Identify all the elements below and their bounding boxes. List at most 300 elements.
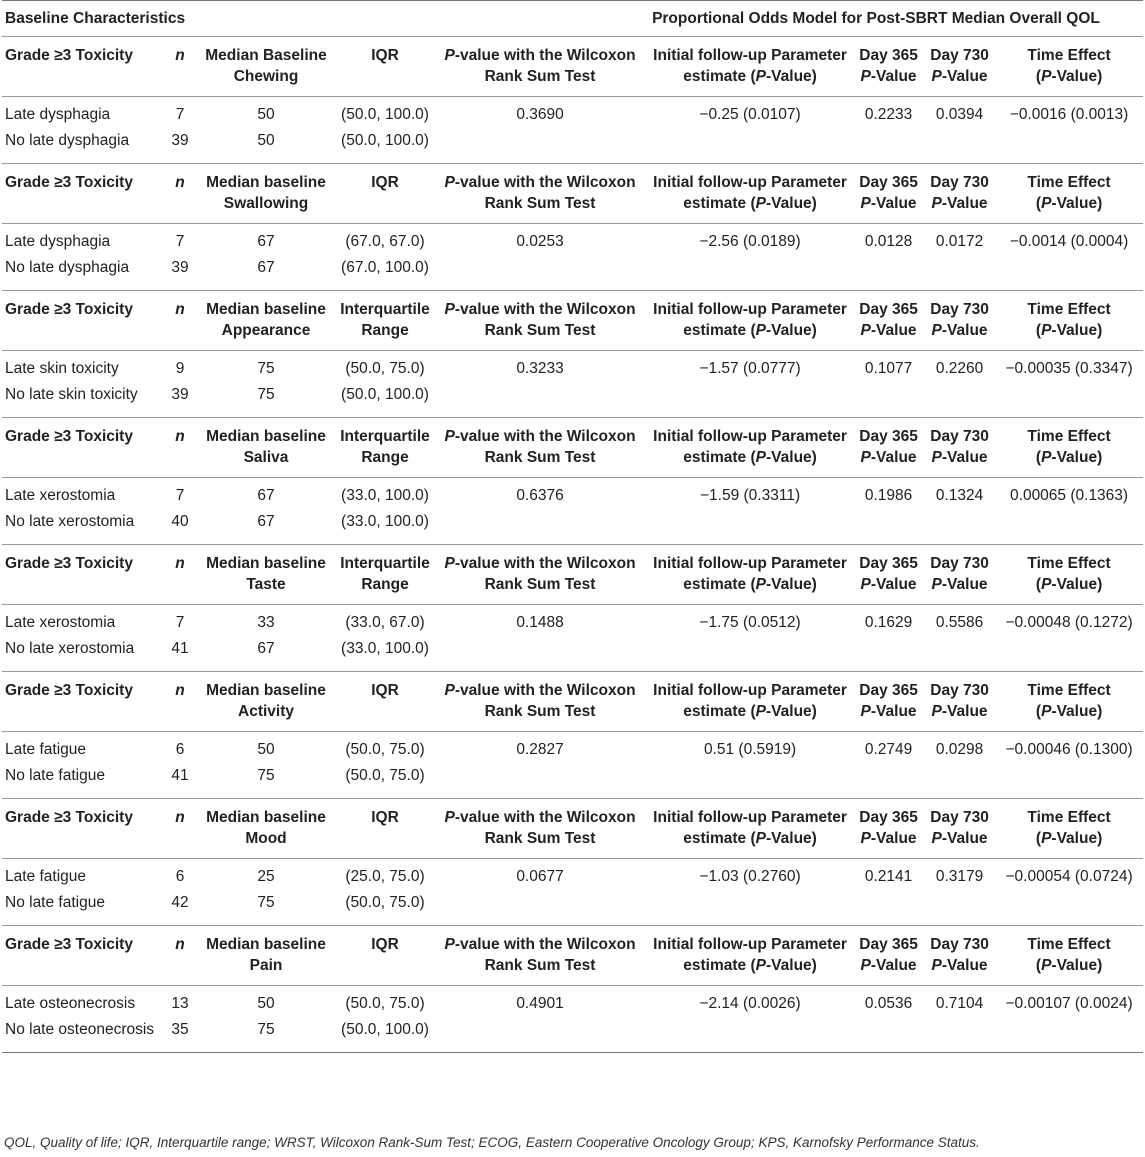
median-header-line1: Median baseline bbox=[206, 174, 326, 191]
wilcoxon-header bbox=[433, 545, 647, 605]
wilcoxon-header bbox=[433, 799, 647, 859]
wilcoxon-pvalue-cell bbox=[433, 762, 647, 799]
day730-header-line1: Day 730 bbox=[930, 47, 989, 64]
day730-pvalue-cell: 0.3179 bbox=[935, 867, 984, 885]
table-row bbox=[2, 97, 1143, 128]
day365-header bbox=[853, 418, 924, 478]
n-header-line1: n bbox=[175, 47, 185, 64]
day730-header-line2: P-Value bbox=[931, 576, 988, 593]
table-row bbox=[2, 254, 1143, 291]
initial-followup-header bbox=[647, 418, 853, 478]
time-effect-header-line2: (P-Value) bbox=[1035, 195, 1103, 212]
initial-estimate-cell: −2.14 (0.0026) bbox=[699, 994, 801, 1012]
wilcoxon-pvalue-cell bbox=[433, 1016, 647, 1053]
median-cell: 75 bbox=[257, 385, 275, 403]
n-header bbox=[165, 672, 195, 732]
median-cell: 50 bbox=[257, 994, 275, 1012]
day365-pvalue-cell: 0.0536 bbox=[864, 994, 913, 1012]
initial-estimate-cell bbox=[647, 127, 853, 164]
initial-followup-header-line1: Initial follow-up Parameter bbox=[653, 428, 847, 445]
iqr-header bbox=[337, 418, 433, 478]
wilcoxon-header-line1: P-value with the Wilcoxon bbox=[444, 936, 636, 953]
day365-pvalue-cell: 0.1077 bbox=[864, 359, 913, 377]
toxicity-header bbox=[2, 799, 165, 859]
iqr-header bbox=[337, 164, 433, 224]
n-cell: 42 bbox=[171, 893, 189, 911]
time-effect-header-line1: Time Effect bbox=[1027, 174, 1111, 191]
wilcoxon-pvalue-cell: 0.0677 bbox=[516, 867, 564, 885]
table-row bbox=[2, 224, 1143, 255]
initial-followup-header-line1: Initial follow-up Parameter bbox=[653, 809, 847, 826]
bottom-rule-cell bbox=[2, 1053, 1143, 1054]
toxicity-header-line1: Grade ≥3 Toxicity bbox=[5, 555, 133, 572]
time-effect-cell bbox=[995, 635, 1143, 672]
time-effect-header-line1: Time Effect bbox=[1027, 809, 1111, 826]
median-cell: 67 bbox=[257, 512, 275, 530]
median-cell: 67 bbox=[257, 232, 275, 250]
day730-pvalue-cell bbox=[924, 381, 995, 418]
toxicity-cell: No late osteonecrosis bbox=[5, 1020, 155, 1038]
toxicity-cell: Late xerostomia bbox=[5, 613, 116, 631]
iqr-cell: (33.0, 100.0) bbox=[341, 486, 429, 504]
day730-header-line2: P-Value bbox=[931, 449, 988, 466]
day365-pvalue-cell bbox=[853, 127, 924, 164]
day365-header-line1: Day 365 bbox=[859, 936, 918, 953]
day730-header-line2: P-Value bbox=[931, 68, 988, 85]
iqr-cell: (50.0, 100.0) bbox=[341, 1020, 429, 1038]
toxicity-cell: No late xerostomia bbox=[5, 512, 135, 530]
toxicity-header-line1: Grade ≥3 Toxicity bbox=[5, 809, 133, 826]
iqr-header-line1: IQR bbox=[371, 936, 399, 953]
day730-header-line2: P-Value bbox=[931, 703, 988, 720]
day730-pvalue-cell: 0.1324 bbox=[935, 486, 984, 504]
table-row bbox=[2, 127, 1143, 164]
initial-followup-header-line1: Initial follow-up Parameter bbox=[653, 555, 847, 572]
time-effect-header-line2: (P-Value) bbox=[1035, 576, 1103, 593]
median-cell: 25 bbox=[257, 867, 275, 885]
day730-pvalue-cell bbox=[924, 889, 995, 926]
median-header-line2: Taste bbox=[246, 576, 286, 593]
time-effect-header bbox=[995, 164, 1143, 224]
iqr-header bbox=[337, 926, 433, 986]
table-top-header bbox=[2, 1, 1143, 37]
wilcoxon-pvalue-cell bbox=[433, 889, 647, 926]
n-header-line1: n bbox=[175, 301, 185, 318]
time-effect-header bbox=[995, 672, 1143, 732]
wilcoxon-header-line2: Rank Sum Test bbox=[484, 576, 596, 593]
day365-header-line2: P-Value bbox=[860, 703, 917, 720]
time-effect-header-line2: (P-Value) bbox=[1035, 957, 1103, 974]
time-effect-cell bbox=[995, 127, 1143, 164]
time-effect-cell bbox=[995, 762, 1143, 799]
day365-header-line1: Day 365 bbox=[859, 682, 918, 699]
day730-header bbox=[924, 164, 995, 224]
toxicity-cell: No late skin toxicity bbox=[5, 385, 138, 403]
day365-header-line2: P-Value bbox=[860, 195, 917, 212]
initial-followup-header-line1: Initial follow-up Parameter bbox=[653, 301, 847, 318]
day730-header-line1: Day 730 bbox=[930, 174, 989, 191]
iqr-header-line1: Interquartile bbox=[340, 428, 430, 445]
n-cell: 39 bbox=[171, 131, 189, 149]
day365-header-line2: P-Value bbox=[860, 576, 917, 593]
time-effect-header bbox=[995, 37, 1143, 97]
initial-followup-header-line1: Initial follow-up Parameter bbox=[653, 47, 847, 64]
time-effect-header-line1: Time Effect bbox=[1027, 47, 1111, 64]
n-cell: 7 bbox=[175, 613, 185, 631]
table-row bbox=[2, 986, 1143, 1017]
day730-pvalue-cell bbox=[924, 127, 995, 164]
n-cell: 7 bbox=[175, 232, 185, 250]
day365-header-line2: P-Value bbox=[860, 830, 917, 847]
initial-estimate-cell: −2.56 (0.0189) bbox=[699, 232, 801, 250]
n-cell: 13 bbox=[171, 994, 189, 1012]
day365-header-line1: Day 365 bbox=[859, 301, 918, 318]
n-cell: 41 bbox=[171, 766, 189, 784]
iqr-header bbox=[337, 545, 433, 605]
iqr-header bbox=[337, 291, 433, 351]
median-header-line1: Median Baseline bbox=[205, 47, 327, 64]
iqr-header bbox=[337, 672, 433, 732]
day730-pvalue-cell: 0.0172 bbox=[935, 232, 984, 250]
iqr-cell: (50.0, 75.0) bbox=[345, 893, 425, 911]
n-header bbox=[165, 164, 195, 224]
iqr-cell: (25.0, 75.0) bbox=[345, 867, 425, 885]
time-effect-header bbox=[995, 291, 1143, 351]
median-header-line2: Appearance bbox=[221, 322, 311, 339]
wilcoxon-header-line2: Rank Sum Test bbox=[484, 195, 596, 212]
time-effect-header-line2: (P-Value) bbox=[1035, 68, 1103, 85]
median-cell: 67 bbox=[257, 486, 275, 504]
median-cell: 75 bbox=[257, 893, 275, 911]
iqr-header-line2: Range bbox=[361, 576, 409, 593]
median-header-line2: Activity bbox=[238, 703, 294, 720]
day730-pvalue-cell: 0.7104 bbox=[935, 994, 984, 1012]
median-header-line1: Median baseline bbox=[206, 936, 326, 953]
wilcoxon-header-line2: Rank Sum Test bbox=[484, 703, 596, 720]
section-header bbox=[2, 672, 1143, 732]
iqr-header-line1: IQR bbox=[371, 47, 399, 64]
day365-pvalue-cell bbox=[853, 508, 924, 545]
table-row bbox=[2, 732, 1143, 763]
median-cell: 67 bbox=[257, 258, 275, 276]
toxicity-header-line1: Grade ≥3 Toxicity bbox=[5, 936, 133, 953]
day730-header-line1: Day 730 bbox=[930, 428, 989, 445]
median-header-line1: Median baseline bbox=[206, 428, 326, 445]
initial-followup-header bbox=[647, 545, 853, 605]
day730-pvalue-cell bbox=[924, 508, 995, 545]
time-effect-header-line1: Time Effect bbox=[1027, 428, 1111, 445]
iqr-header-line1: Interquartile bbox=[340, 301, 430, 318]
day730-header bbox=[924, 418, 995, 478]
median-cell: 50 bbox=[257, 105, 275, 123]
toxicity-cell: No late dysphagia bbox=[5, 258, 130, 276]
toxicity-header bbox=[2, 291, 165, 351]
n-cell: 35 bbox=[171, 1020, 189, 1038]
iqr-cell: (50.0, 100.0) bbox=[341, 131, 429, 149]
baseline-characteristics-heading: Baseline Characteristics bbox=[2, 1, 647, 37]
day365-pvalue-cell: 0.2233 bbox=[864, 105, 913, 123]
median-cell: 75 bbox=[257, 1020, 275, 1038]
wilcoxon-header-line2: Rank Sum Test bbox=[484, 322, 596, 339]
day365-pvalue-cell bbox=[853, 381, 924, 418]
wilcoxon-header bbox=[433, 291, 647, 351]
median-header bbox=[195, 291, 337, 351]
time-effect-cell: −0.00054 (0.0724) bbox=[1005, 867, 1133, 885]
day730-header-line2: P-Value bbox=[931, 195, 988, 212]
iqr-header-line1: Interquartile bbox=[340, 555, 430, 572]
day730-pvalue-cell: 0.0394 bbox=[935, 105, 984, 123]
wilcoxon-pvalue-cell bbox=[433, 635, 647, 672]
day730-pvalue-cell: 0.0298 bbox=[935, 740, 984, 758]
time-effect-cell: −0.00107 (0.0024) bbox=[1005, 994, 1133, 1012]
initial-followup-header-line2: estimate (P-Value) bbox=[683, 68, 817, 85]
median-header-line1: Median baseline bbox=[206, 301, 326, 318]
day730-header bbox=[924, 545, 995, 605]
section-header bbox=[2, 164, 1143, 224]
toxicity-header-line1: Grade ≥3 Toxicity bbox=[5, 174, 133, 191]
day730-pvalue-cell bbox=[924, 1016, 995, 1053]
wilcoxon-header-line1: P-value with the Wilcoxon bbox=[444, 555, 636, 572]
toxicity-header-line1: Grade ≥3 Toxicity bbox=[5, 301, 133, 318]
initial-estimate-cell bbox=[647, 889, 853, 926]
time-effect-cell: −0.00046 (0.1300) bbox=[1005, 740, 1133, 758]
initial-followup-header-line1: Initial follow-up Parameter bbox=[653, 174, 847, 191]
initial-followup-header bbox=[647, 672, 853, 732]
initial-followup-header-line2: estimate (P-Value) bbox=[683, 322, 817, 339]
wilcoxon-header-line2: Rank Sum Test bbox=[484, 830, 596, 847]
day730-pvalue-cell bbox=[924, 635, 995, 672]
day730-header-line1: Day 730 bbox=[930, 301, 989, 318]
initial-estimate-cell: 0.51 (0.5919) bbox=[703, 740, 797, 758]
n-header-line1: n bbox=[175, 809, 185, 826]
initial-followup-header bbox=[647, 291, 853, 351]
initial-estimate-cell: −1.57 (0.0777) bbox=[699, 359, 801, 377]
median-header-line2: Chewing bbox=[233, 68, 299, 85]
time-effect-header bbox=[995, 418, 1143, 478]
time-effect-header-line2: (P-Value) bbox=[1035, 322, 1103, 339]
initial-estimate-cell bbox=[647, 635, 853, 672]
table-row bbox=[2, 381, 1143, 418]
median-header-line2: Pain bbox=[249, 957, 283, 974]
toxicity-header-line1: Grade ≥3 Toxicity bbox=[5, 682, 133, 699]
day365-header-line2: P-Value bbox=[860, 957, 917, 974]
wilcoxon-pvalue-cell bbox=[433, 508, 647, 545]
time-effect-header-line1: Time Effect bbox=[1027, 936, 1111, 953]
day730-header bbox=[924, 799, 995, 859]
day365-header-line2: P-Value bbox=[860, 68, 917, 85]
toxicity-cell: No late fatigue bbox=[5, 766, 105, 784]
section-header bbox=[2, 926, 1143, 986]
wilcoxon-pvalue-cell: 0.2827 bbox=[516, 740, 564, 758]
time-effect-cell: −0.0014 (0.0004) bbox=[1009, 232, 1129, 250]
initial-estimate-cell: −1.75 (0.0512) bbox=[699, 613, 801, 631]
n-cell: 9 bbox=[175, 359, 185, 377]
section-header bbox=[2, 291, 1143, 351]
time-effect-cell: −0.0016 (0.0013) bbox=[1009, 105, 1129, 123]
toxicity-cell: Late dysphagia bbox=[5, 232, 111, 250]
day365-header bbox=[853, 545, 924, 605]
toxicity-cell: No late fatigue bbox=[5, 893, 105, 911]
initial-followup-header bbox=[647, 799, 853, 859]
n-header bbox=[165, 37, 195, 97]
time-effect-header-line1: Time Effect bbox=[1027, 682, 1111, 699]
n-header-line1: n bbox=[175, 682, 185, 699]
iqr-header-line1: IQR bbox=[371, 174, 399, 191]
initial-followup-header bbox=[647, 164, 853, 224]
n-header bbox=[165, 291, 195, 351]
day365-pvalue-cell: 0.1986 bbox=[864, 486, 913, 504]
iqr-cell: (50.0, 100.0) bbox=[341, 105, 429, 123]
day365-pvalue-cell bbox=[853, 635, 924, 672]
table-row bbox=[2, 889, 1143, 926]
day365-pvalue-cell bbox=[853, 1016, 924, 1053]
day730-header-line2: P-Value bbox=[931, 957, 988, 974]
iqr-header-line1: IQR bbox=[371, 682, 399, 699]
n-cell: 39 bbox=[171, 258, 189, 276]
median-header bbox=[195, 672, 337, 732]
initial-estimate-cell bbox=[647, 381, 853, 418]
iqr-header-line1: IQR bbox=[371, 809, 399, 826]
wilcoxon-pvalue-cell: 0.6376 bbox=[516, 486, 564, 504]
median-cell: 75 bbox=[257, 766, 275, 784]
n-header-line1: n bbox=[175, 936, 185, 953]
wilcoxon-header-line1: P-value with the Wilcoxon bbox=[444, 428, 636, 445]
day730-pvalue-cell: 0.5586 bbox=[935, 613, 984, 631]
wilcoxon-pvalue-cell: 0.3233 bbox=[516, 359, 564, 377]
iqr-cell: (33.0, 100.0) bbox=[341, 639, 429, 657]
day730-header-line1: Day 730 bbox=[930, 555, 989, 572]
median-header bbox=[195, 37, 337, 97]
initial-estimate-cell bbox=[647, 508, 853, 545]
wilcoxon-header-line1: P-value with the Wilcoxon bbox=[444, 174, 636, 191]
n-cell: 6 bbox=[175, 740, 185, 758]
n-cell: 41 bbox=[171, 639, 189, 657]
time-effect-cell bbox=[995, 254, 1143, 291]
toxicity-cell: Late osteonecrosis bbox=[5, 994, 136, 1012]
day365-header bbox=[853, 672, 924, 732]
day365-header bbox=[853, 926, 924, 986]
time-effect-header-line1: Time Effect bbox=[1027, 555, 1111, 572]
wilcoxon-pvalue-cell: 0.0253 bbox=[516, 232, 564, 250]
n-cell: 7 bbox=[175, 486, 185, 504]
wilcoxon-pvalue-cell: 0.3690 bbox=[516, 105, 564, 123]
section-header bbox=[2, 545, 1143, 605]
table-row bbox=[2, 508, 1143, 545]
median-header bbox=[195, 926, 337, 986]
n-header bbox=[165, 799, 195, 859]
n-header-line1: n bbox=[175, 174, 185, 191]
wilcoxon-pvalue-cell: 0.4901 bbox=[516, 994, 564, 1012]
time-effect-header-line1: Time Effect bbox=[1027, 301, 1111, 318]
wilcoxon-header-line1: P-value with the Wilcoxon bbox=[444, 47, 636, 64]
time-effect-cell bbox=[995, 889, 1143, 926]
toxicity-header bbox=[2, 418, 165, 478]
n-header bbox=[165, 545, 195, 605]
n-header bbox=[165, 926, 195, 986]
day365-header-line2: P-Value bbox=[860, 322, 917, 339]
median-cell: 67 bbox=[257, 639, 275, 657]
day365-header bbox=[853, 37, 924, 97]
iqr-cell: (50.0, 75.0) bbox=[345, 359, 425, 377]
section-header bbox=[2, 418, 1143, 478]
toxicity-cell: Late skin toxicity bbox=[5, 359, 119, 377]
table-row bbox=[2, 1016, 1143, 1053]
median-header-line1: Median baseline bbox=[206, 809, 326, 826]
iqr-cell: (50.0, 75.0) bbox=[345, 766, 425, 784]
toxicity-cell: Late fatigue bbox=[5, 740, 87, 758]
table-row bbox=[2, 635, 1143, 672]
n-header-line1: n bbox=[175, 555, 185, 572]
time-effect-header bbox=[995, 799, 1143, 859]
table-row bbox=[2, 762, 1143, 799]
toxicity-header bbox=[2, 37, 165, 97]
day730-header-line2: P-Value bbox=[931, 322, 988, 339]
median-header bbox=[195, 799, 337, 859]
n-cell: 39 bbox=[171, 385, 189, 403]
time-effect-cell bbox=[995, 508, 1143, 545]
iqr-header bbox=[337, 799, 433, 859]
iqr-cell: (67.0, 100.0) bbox=[341, 258, 429, 276]
day730-header-line2: P-Value bbox=[931, 830, 988, 847]
toxicity-header-line1: Grade ≥3 Toxicity bbox=[5, 47, 133, 64]
wilcoxon-header bbox=[433, 418, 647, 478]
initial-estimate-cell bbox=[647, 254, 853, 291]
time-effect-header bbox=[995, 545, 1143, 605]
iqr-cell: (67.0, 67.0) bbox=[345, 232, 425, 250]
day365-header-line2: P-Value bbox=[860, 449, 917, 466]
day365-pvalue-cell: 0.2141 bbox=[864, 867, 913, 885]
initial-followup-header-line2: estimate (P-Value) bbox=[683, 830, 817, 847]
day365-header-line1: Day 365 bbox=[859, 174, 918, 191]
wilcoxon-pvalue-cell: 0.1488 bbox=[516, 613, 564, 631]
wilcoxon-header-line1: P-value with the Wilcoxon bbox=[444, 682, 636, 699]
day730-header bbox=[924, 37, 995, 97]
initial-followup-header-line2: estimate (P-Value) bbox=[683, 195, 817, 212]
initial-estimate-cell bbox=[647, 1016, 853, 1053]
toxicity-header bbox=[2, 164, 165, 224]
wilcoxon-pvalue-cell bbox=[433, 254, 647, 291]
time-effect-header-line2: (P-Value) bbox=[1035, 830, 1103, 847]
median-header bbox=[195, 164, 337, 224]
initial-followup-header-line1: Initial follow-up Parameter bbox=[653, 936, 847, 953]
median-header-line1: Median baseline bbox=[206, 555, 326, 572]
median-cell: 50 bbox=[257, 131, 275, 149]
initial-estimate-cell: −0.25 (0.0107) bbox=[699, 105, 801, 123]
iqr-cell: (33.0, 67.0) bbox=[345, 613, 425, 631]
time-effect-cell bbox=[995, 1016, 1143, 1053]
toxicity-header bbox=[2, 672, 165, 732]
time-effect-cell: 0.00065 (0.1363) bbox=[1010, 486, 1129, 504]
median-header-line2: Swallowing bbox=[223, 195, 309, 212]
iqr-cell: (50.0, 100.0) bbox=[341, 385, 429, 403]
day730-pvalue-cell bbox=[924, 254, 995, 291]
day365-header-line1: Day 365 bbox=[859, 809, 918, 826]
time-effect-cell: −0.00048 (0.1272) bbox=[1005, 613, 1133, 631]
day730-header-line1: Day 730 bbox=[930, 936, 989, 953]
day730-header bbox=[924, 672, 995, 732]
time-effect-cell: −0.00035 (0.3347) bbox=[1005, 359, 1133, 377]
iqr-header-line2: Range bbox=[361, 322, 409, 339]
wilcoxon-header-line1: P-value with the Wilcoxon bbox=[444, 809, 636, 826]
initial-followup-header-line2: estimate (P-Value) bbox=[683, 703, 817, 720]
table-row bbox=[2, 351, 1143, 382]
qol-table bbox=[2, 0, 1143, 1053]
wilcoxon-pvalue-cell bbox=[433, 127, 647, 164]
day730-header-line1: Day 730 bbox=[930, 809, 989, 826]
n-cell: 40 bbox=[171, 512, 189, 530]
initial-followup-header bbox=[647, 926, 853, 986]
wilcoxon-header-line2: Rank Sum Test bbox=[484, 449, 596, 466]
